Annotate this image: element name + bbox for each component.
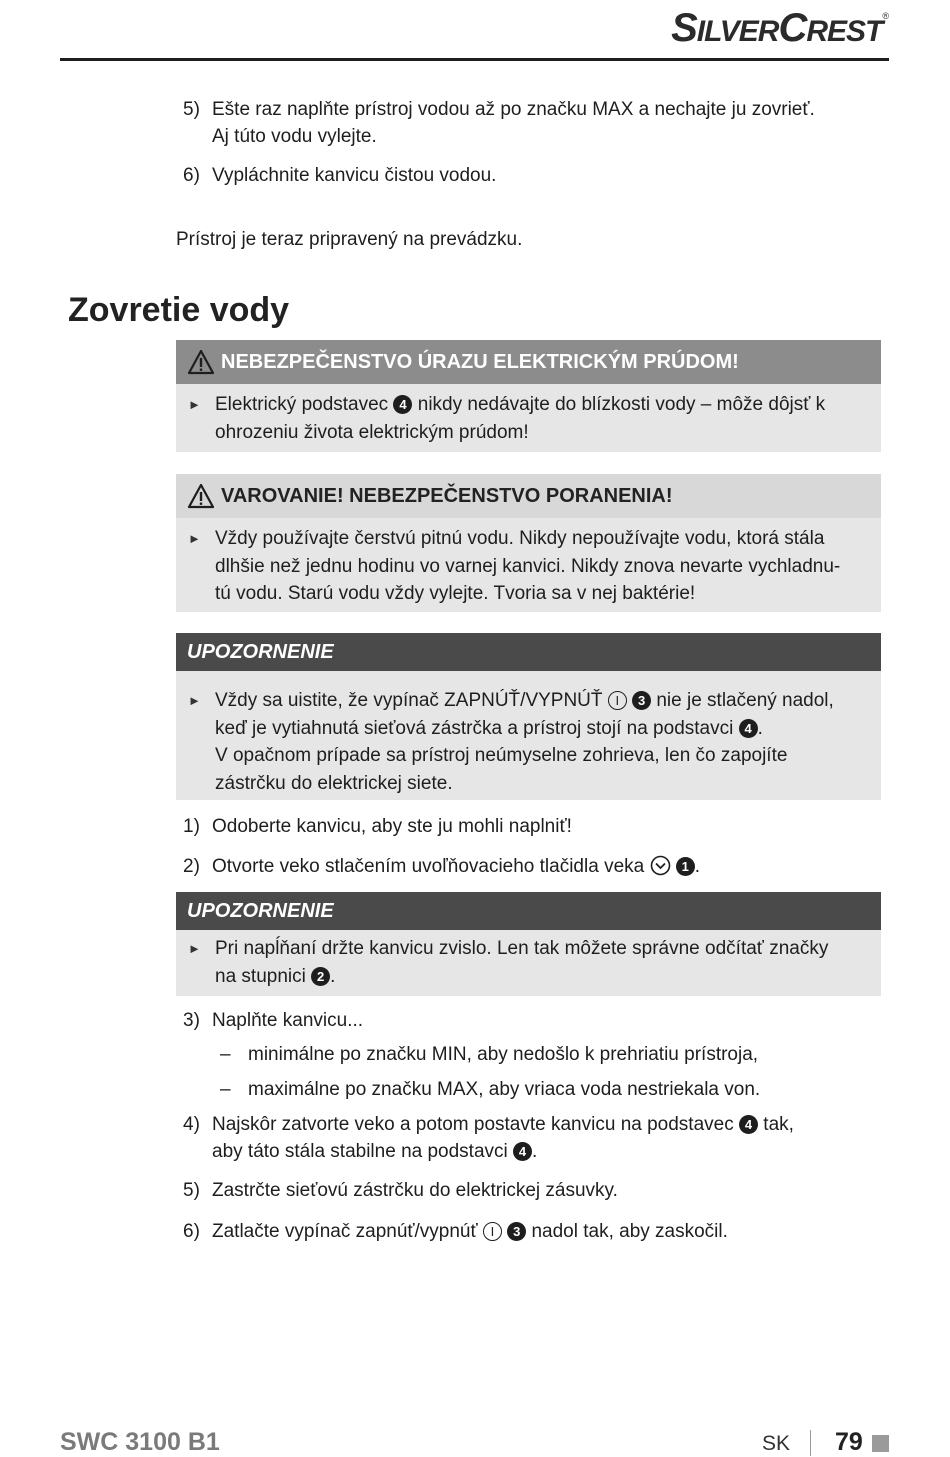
page-number: 79 [835, 1428, 863, 1456]
warning-triangle-icon [187, 483, 215, 509]
ready-text: Prístroj je teraz pripravený na prevádzku. [176, 229, 523, 250]
notice-box-2 [176, 892, 881, 996]
section-title: Zovretie vody [68, 291, 290, 329]
step-6: 6) Zatlačte vypínač zapnúť/vypnúť I 3 nadol tak, aby zaskočil. [183, 1221, 728, 1242]
ref-badge: 3 [632, 691, 651, 710]
footer-language: SK [762, 1432, 791, 1455]
step-3: 3) Naplňte kanvicu... [183, 1010, 364, 1031]
ref-badge: 4 [739, 1115, 758, 1134]
notice-box-2-header [176, 892, 881, 930]
danger-box-header [176, 340, 881, 384]
step-4: 4) Najskôr zatvorte veko a potom postavte kanvicu na podstavec 4 tak, aby táto stála stabilne na podstavci 4 . [183, 1114, 794, 1162]
warning-triangle-icon [187, 349, 215, 375]
notice-box-1-header [176, 633, 881, 671]
notice-1-bullet: ► Vždy sa uistite, že vypínač ZAPNÚŤ/VYPNÚŤ I 3 nie je stlačený nadol, keď je vytiahnutá sieťová zástrčka a prístroj stojí na podstavci 4 . V opačnom prípade sa prístroj neúmyselne zohrieva, len čo zapojíte zástrčku do elektrickej siete. [176, 687, 881, 802]
warning-box [176, 474, 881, 612]
bullet-arrow-icon: ► [188, 941, 201, 956]
danger-box [176, 340, 881, 452]
dash-item-min: – minimálne po značku MIN, aby nedošlo k prehriatiu prístroja, [220, 1044, 759, 1065]
bullet-arrow-icon: ► [188, 693, 201, 708]
intro-step-5: 5) Ešte raz naplňte prístroj vodou až po značku MAX a nechajte ju zovrieť. Aj túto vodu vylejte. [183, 99, 815, 147]
footer-model: SWC 3100 B1 [60, 1428, 220, 1456]
lid-release-button-icon [650, 855, 671, 876]
danger-box-title: NEBEZPEČENSTVO ÚRAZU ELEKTRICKÝM PRÚDOM! [221, 350, 739, 373]
step-5: 5) Zastrčte sieťovú zástrčku do elektrickej zásuvky. [183, 1180, 618, 1201]
step-2: 2) Otvorte veko stlačením uvoľňovacieho tlačidla veka 1 . [183, 856, 701, 877]
bullet-arrow-icon: ► [188, 397, 201, 412]
header-rule [60, 58, 889, 61]
warning-box-title: VAROVANIE! NEBEZPEČENSTVO PORANENIA! [221, 484, 673, 507]
ref-badge: 3 [507, 1222, 526, 1241]
ref-badge: 4 [513, 1142, 532, 1161]
notice-box-1 [176, 633, 881, 800]
notice-box-2-title: UPOZORNENIE [187, 899, 334, 922]
dash-item-max: – maximálne po značku MAX, aby vriaca voda nestriekala von. [220, 1079, 761, 1100]
ref-badge: 2 [311, 967, 330, 986]
notice-box-1-title: UPOZORNENIE [187, 640, 334, 663]
footer-separator [810, 1430, 811, 1456]
warning-bullet: ► Vždy používajte čerstvú pitnú vodu. Nikdy nepoužívajte vodu, ktorá stála dlhšie než jednu hodinu vo varnej kanvici. Nikdy znova nevarte vychladnu- tú vodu. Starú vodu vždy vylejte. Tvoria sa v nej baktérie! [176, 525, 881, 609]
step-1: 1) Odoberte kanvicu, aby ste ju mohli naplniť! [183, 816, 572, 837]
ref-badge: 4 [739, 719, 758, 738]
danger-bullet: ► Elektrický podstavec 4 nikdy nedávajte do blízkosti vody – môže dôjsť k ohrozeniu života elektrickým prúdom! [176, 391, 881, 451]
ref-badge: 4 [393, 395, 412, 414]
ref-badge: 1 [676, 857, 695, 876]
power-switch-icon: I [483, 1222, 502, 1241]
warning-box-header [176, 474, 881, 518]
brand-logo: SILVERCREST® [671, 6, 888, 50]
bullet-arrow-icon: ► [188, 531, 201, 546]
intro-step-6: 6) Vypláchnite kanvicu čistou vodou. [183, 165, 497, 186]
power-switch-icon: I [608, 691, 627, 710]
footer-square-icon [872, 1435, 889, 1452]
notice-2-bullet: ► Pri napĺňaní držte kanvicu zvislo. Len tak môžete správne odčítať značky na stupnici 2 . [176, 935, 881, 991]
